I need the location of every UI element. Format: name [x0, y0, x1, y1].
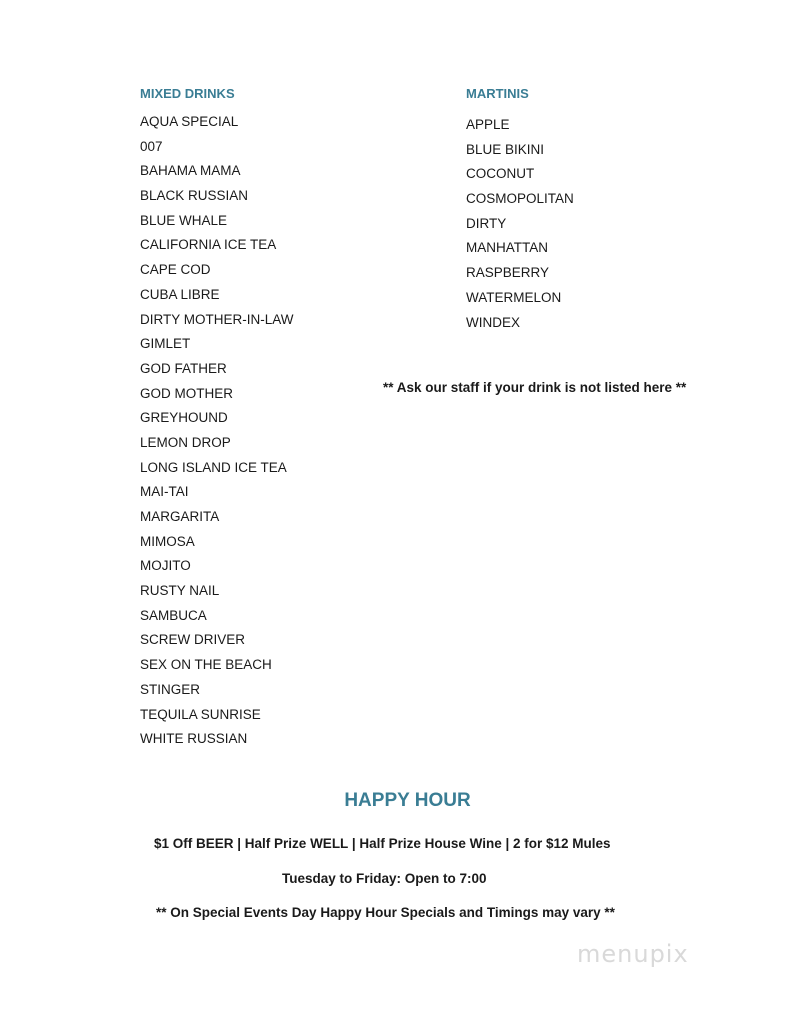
list-item: MOJITO	[140, 558, 191, 574]
list-item: AQUA SPECIAL	[140, 114, 239, 129]
list-item: APPLE	[466, 117, 510, 132]
list-item: TEQUILA SUNRISE	[140, 706, 261, 722]
list-item: SEX ON THE BEACH	[140, 657, 272, 673]
list-item: GOD MOTHER	[140, 385, 233, 401]
happy-hour-specials: $1 Off BEER | Half Prize WELL | Half Prize House Wine | 2 for $12 Mules	[154, 836, 611, 851]
list-item: GIMLET	[140, 336, 191, 352]
list-item: CALIFORNIA ICE TEA	[140, 237, 277, 253]
list-item: CAPE COD	[140, 262, 211, 278]
list-item: 007	[140, 138, 163, 154]
list-item: MAI-TAI	[140, 484, 189, 500]
list-item: DIRTY MOTHER-IN-LAW	[140, 311, 294, 327]
list-item: BAHAMA MAMA	[140, 163, 241, 179]
list-item: LONG ISLAND ICE TEA	[140, 459, 287, 475]
mixed-drinks-heading: MIXED DRINKS	[140, 86, 235, 101]
list-item: COSMOPOLITAN	[466, 191, 574, 207]
list-item: MARGARITA	[140, 509, 220, 524]
list-item: WHITE RUSSIAN	[140, 731, 248, 747]
list-item: COCONUT	[466, 166, 535, 182]
martinis-heading: MARTINIS	[466, 86, 529, 101]
list-item: WINDEX	[466, 314, 520, 330]
list-item: SAMBUCA	[140, 607, 207, 623]
happy-hour-timings: Tuesday to Friday: Open to 7:00	[282, 871, 487, 886]
list-item: GOD FATHER	[140, 360, 227, 376]
mixed-drinks-list	[140, 110, 294, 752]
list-item: MANHATTAN	[466, 240, 548, 256]
list-item: BLUE WHALE	[140, 212, 228, 228]
list-item: SCREW DRIVER	[140, 632, 246, 648]
list-item: LEMON DROP	[140, 434, 231, 450]
list-item: GREYHOUND	[140, 410, 228, 426]
staff-note: ** Ask our staff if your drink is not listed here **	[383, 380, 687, 395]
list-item: WATERMELON	[466, 289, 562, 305]
martinis-list	[466, 113, 574, 335]
list-item: RUSTY NAIL	[140, 583, 220, 599]
list-item: BLACK RUSSIAN	[140, 188, 249, 204]
happy-hour-events-note: ** On Special Events Day Happy Hour Specials and Timings may vary **	[156, 905, 615, 920]
list-item: BLUE BIKINI	[466, 141, 545, 157]
happy-hour-title: HAPPY HOUR	[344, 790, 471, 811]
list-item: RASPBERRY	[466, 265, 550, 281]
list-item: DIRTY	[466, 215, 507, 231]
list-item: CUBA LIBRE	[140, 286, 220, 302]
menupix-watermark: menupix	[577, 940, 689, 968]
list-item: MIMOSA	[140, 533, 195, 549]
list-item: STINGER	[140, 681, 201, 697]
